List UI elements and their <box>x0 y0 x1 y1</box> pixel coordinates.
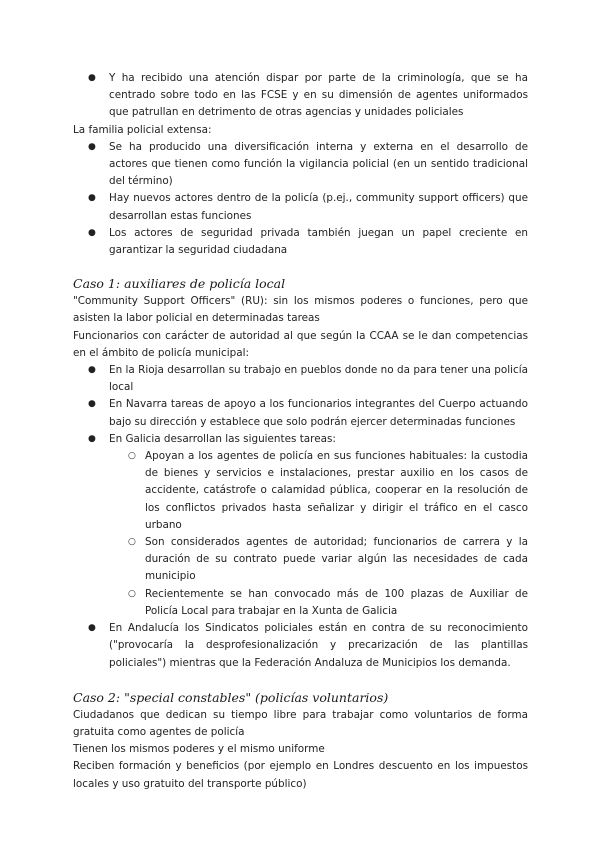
familia-label: La familia policial extensa: <box>73 123 212 136</box>
bullet-icon: ● <box>88 73 96 83</box>
list-item: ● En la Rioja desarrollan su trabajo en pueblos donde no da para tener una policía local <box>88 364 528 394</box>
circle-bullet-icon: ○ <box>128 588 136 599</box>
caso2-line: Ciudadanos que dedican su tiempo libre para trabajar como voluntarios de forma gratuita como agentes de policía <box>73 708 528 738</box>
sub-list-item: ○ Son considerados agentes de autoridad; funcionarios de carrera y la duración de su contrato puede variar algún las necesidades de cada municipio <box>128 536 528 583</box>
circle-bullet-icon: ○ <box>128 537 136 548</box>
bullet-icon: ● <box>88 365 96 376</box>
caso2-line: Reciben formación y beneficios (por ejemplo en Londres descuento en los impuestos locales y uso gratuito del transporte público) <box>73 760 528 790</box>
bullet-icon: ● <box>88 433 96 444</box>
list-item: ● En Galicia desarrollan las siguientes tareas: <box>73 431 528 448</box>
caso2-heading: Caso 2: "special constables" (policías voluntarios) <box>73 689 389 705</box>
list-item: ● Y ha recibido una atención dispar por parte de la criminología, que se ha centrado sobre todo en las FCSE y en su dimensión de agentes uniformados que patrullan en detrimento de otras agencias y unidades policiales <box>88 72 528 119</box>
caso1-list <box>73 362 528 672</box>
intro-list <box>73 70 528 122</box>
caso1-heading: Caso 1: auxiliares de policía local <box>73 276 286 292</box>
bullet-icon: ● <box>88 193 96 204</box>
caso1-para1: "Community Support Officers" (RU): sin los mismos poderes o funciones, pero que asisten la labor policial en determinadas tareas <box>73 295 528 325</box>
sub-list-item: ○ Recientemente se han convocado más de 100 plazas de Auxiliar de Policía Local para trabajar en la Xunta de Galicia <box>128 587 528 617</box>
list-item: ● Los actores de seguridad privada también juegan un papel creciente en garantizar la seguridad ciudadana <box>88 226 528 257</box>
caso2-line: Tienen los mismos poderes y el mismo uniforme <box>73 743 325 756</box>
circle-bullet-icon: ○ <box>128 451 136 462</box>
list-item: ● En Navarra tareas de apoyo a los funcionarios integrantes del Cuerpo actuando bajo su dirección y establece que solo podrán ejercer determinadas funciones <box>88 398 528 428</box>
list-item: ● Hay nuevos actores dentro de la policía (p.ej., community support officers) que desarrollan estas funciones <box>88 192 528 222</box>
bullet-icon: ● <box>88 623 96 634</box>
caso1-para2: Funcionarios con carácter de autoridad al que según la CCAA se le dan competencias en el ámbito de policía municipal: <box>73 329 528 359</box>
list-item: ● En Andalucía los Sindicatos policiales están en contra de su reconocimiento ("provocaría la desprofesionalización y precarización de las plantillas policiales") mientras que la Federación Andaluza de Municipios los demanda. <box>88 622 528 669</box>
sub-list-item: ○ Apoyan a los agentes de policía en sus funciones habituales: la custodia de bienes y servicios e instalaciones, prestar auxilio en los casos de accidente, catástrofe o calamidad pública, cooperar en la resolución de los conflictos privados hasta señalizar y dirigir el tráfico en el casco urbano <box>128 450 528 531</box>
bullet-icon: ● <box>88 227 96 238</box>
list-item: ● Se ha producido una diversificación interna y externa en el desarrollo de actores que tienen como función la vigilancia policial (en un sentido tradicional del término) <box>88 140 528 188</box>
document-body <box>73 70 528 793</box>
familia-list <box>73 139 528 259</box>
bullet-icon: ● <box>88 141 96 152</box>
bullet-icon: ● <box>88 399 96 410</box>
